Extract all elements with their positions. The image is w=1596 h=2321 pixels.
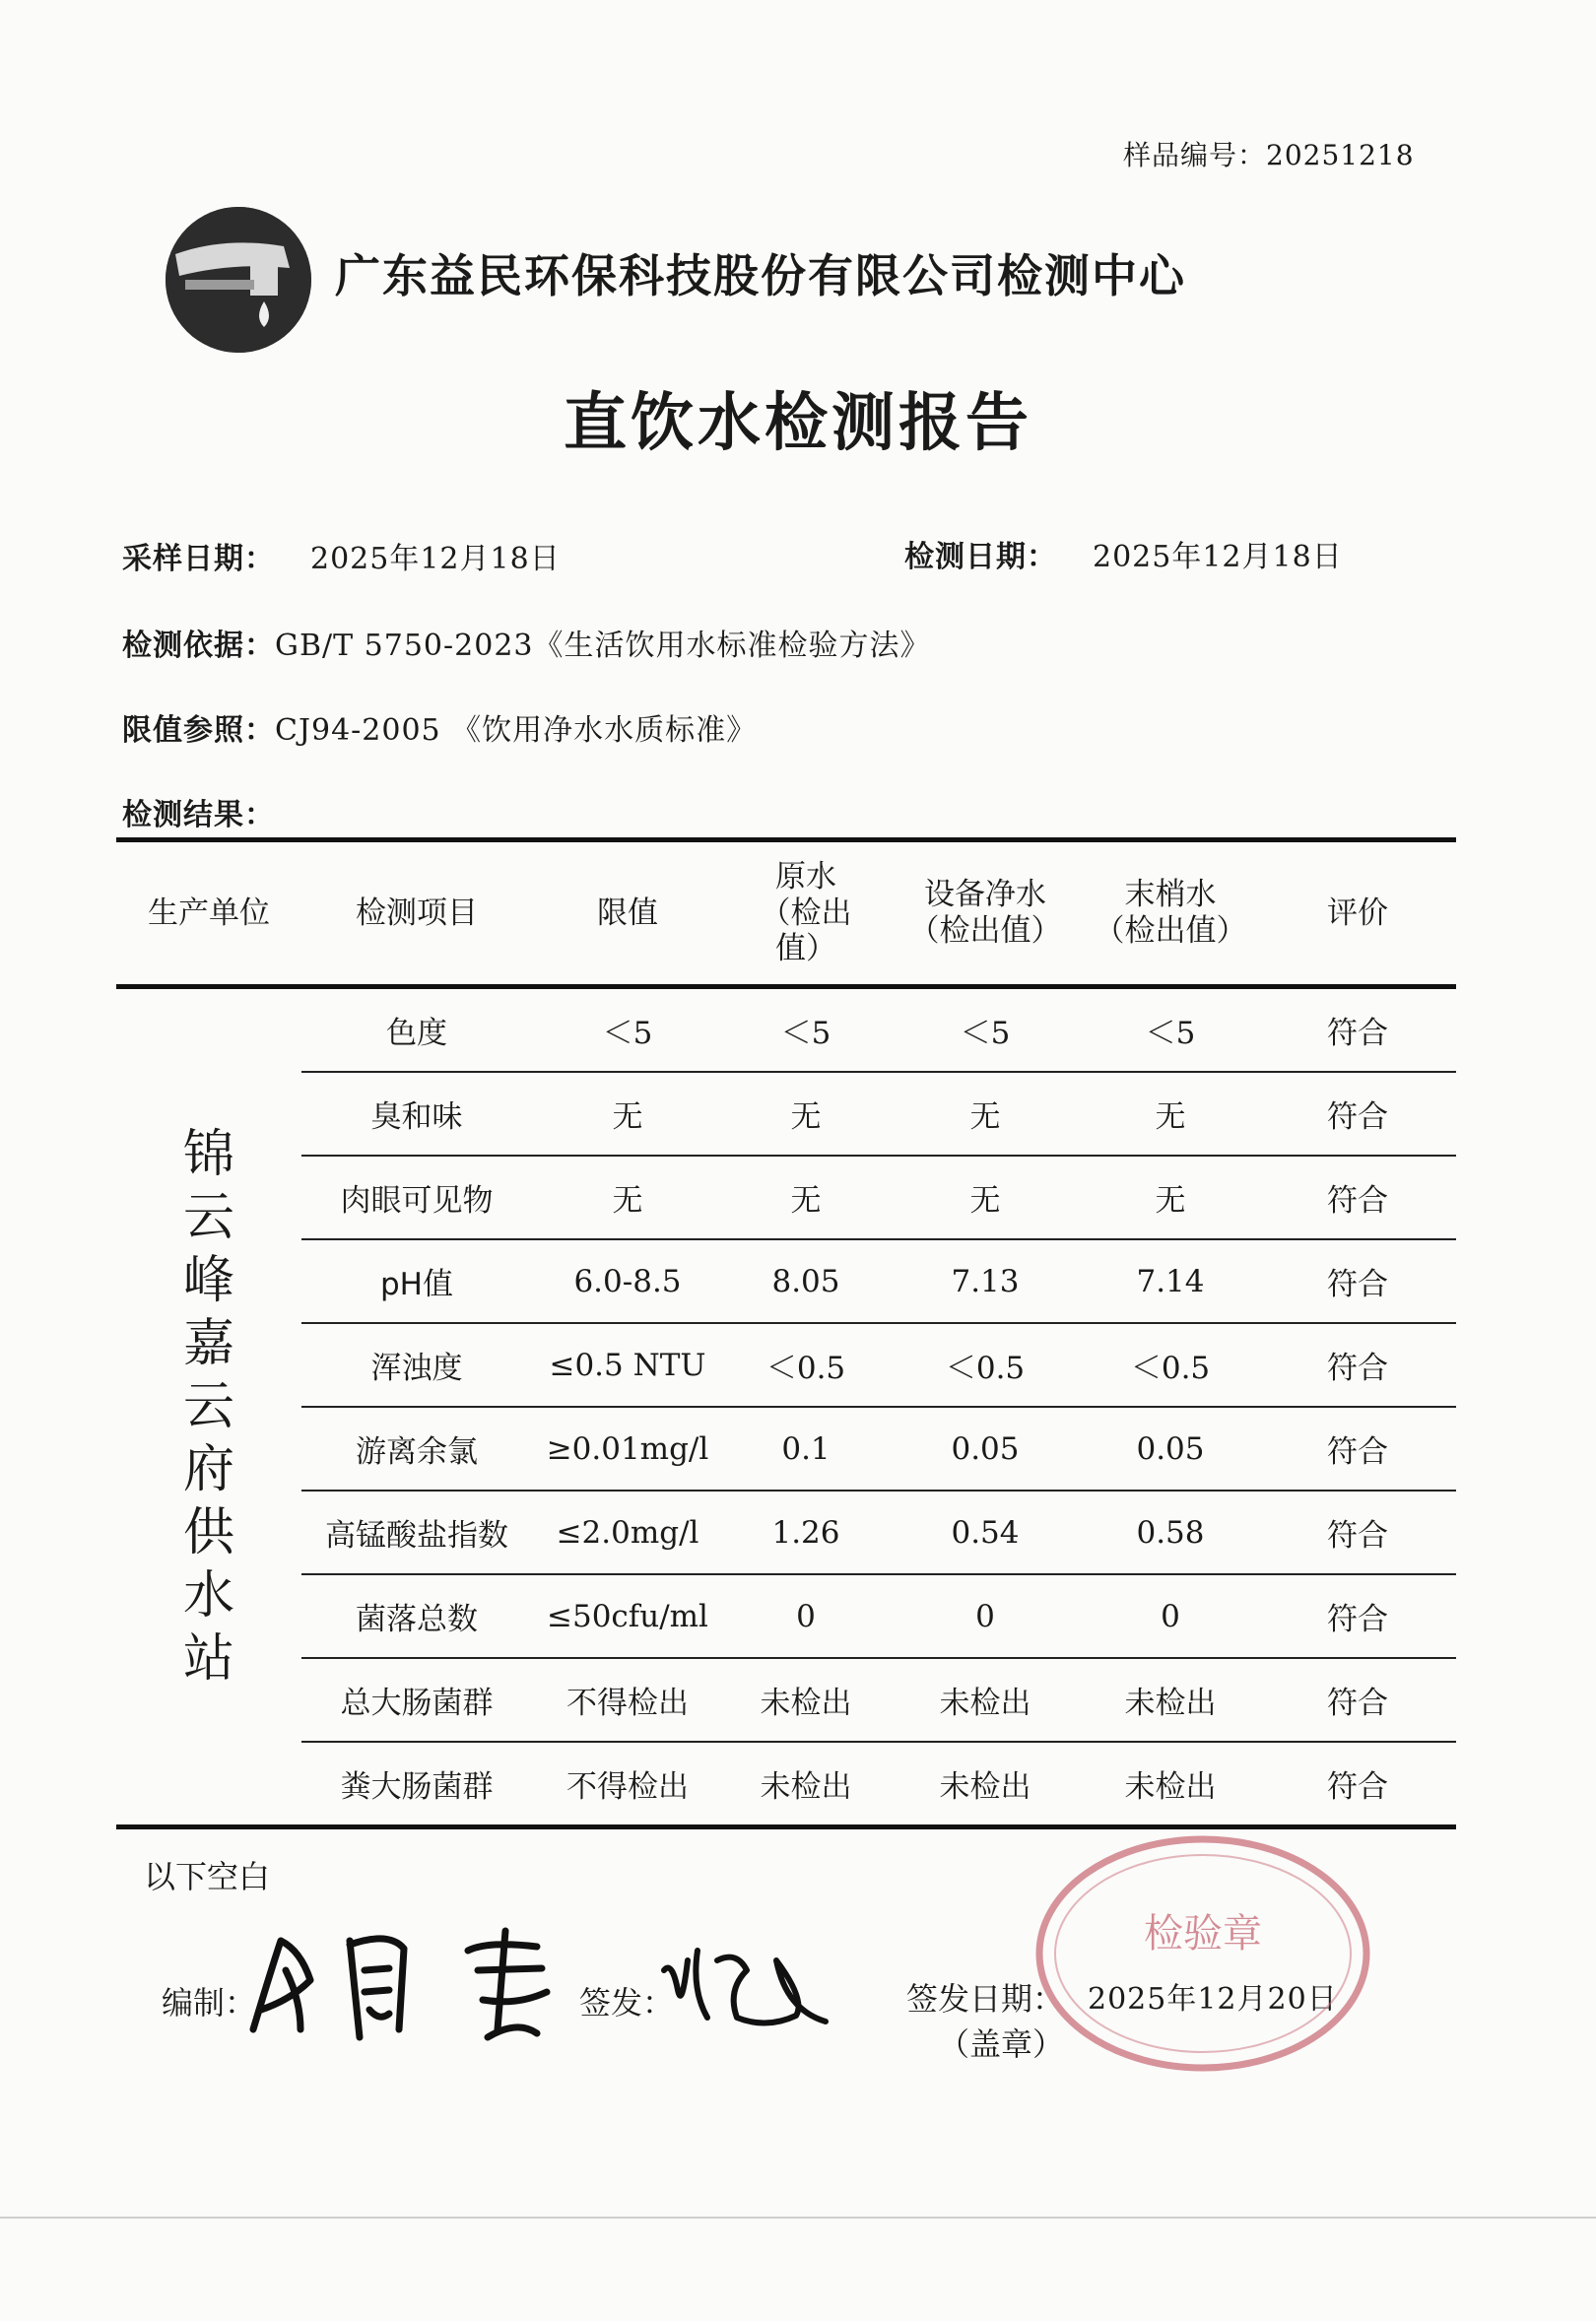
- cell-device: ＜5: [889, 987, 1082, 1073]
- unit-char: 云: [182, 1377, 234, 1436]
- cell-raw: 无: [723, 1156, 889, 1239]
- cell-device: 未检出: [889, 1742, 1082, 1827]
- cell-tap: 0.05: [1082, 1407, 1259, 1491]
- header-raw: [723, 840, 889, 987]
- test-date: [904, 532, 1343, 575]
- report-title: 直饮水检测报告: [564, 387, 1032, 460]
- header-tap-line2: （检出值）: [1094, 913, 1247, 949]
- table-row: [116, 1072, 1456, 1156]
- cell-limit: ≤0.5 NTU: [532, 1323, 723, 1407]
- results-table: [116, 837, 1456, 1829]
- cell-raw: 0.1: [723, 1407, 889, 1491]
- cell-item: 浑浊度: [301, 1323, 532, 1407]
- table-row: [116, 1323, 1456, 1407]
- cell-device: 0.05: [889, 1407, 1082, 1491]
- official-seal: [1032, 1830, 1373, 2077]
- header-eval: 评价: [1259, 840, 1456, 987]
- unit-char: 水: [182, 1566, 234, 1625]
- cell-item: 臭和味: [301, 1072, 532, 1156]
- unit-char: 云: [182, 1188, 234, 1247]
- cell-raw: ＜0.5: [723, 1323, 889, 1407]
- table-row: [116, 1491, 1456, 1574]
- cell-tap: 0.58: [1082, 1491, 1259, 1574]
- header-raw-line2: （检出: [760, 895, 852, 931]
- unit-char: 府: [182, 1440, 234, 1499]
- cell-limit: ≥0.01mg/l: [532, 1407, 723, 1491]
- test-date-value: 2025年12月18日: [1093, 540, 1343, 574]
- sampling-date: [122, 534, 561, 577]
- cell-raw: 8.05: [723, 1239, 889, 1323]
- cell-limit: 无: [532, 1072, 723, 1156]
- cell-tap: 0: [1082, 1574, 1259, 1658]
- cell-device: 未检出: [889, 1658, 1082, 1742]
- header-tap-line1: 末梢水: [1124, 877, 1217, 913]
- blank-note: 以下空白: [144, 1858, 271, 1895]
- cell-tap: 无: [1082, 1072, 1259, 1156]
- cell-eval: 符合: [1259, 1407, 1456, 1491]
- cell-raw: 未检出: [723, 1742, 889, 1827]
- cell-tap: 无: [1082, 1156, 1259, 1239]
- cell-raw: 无: [723, 1072, 889, 1156]
- cell-item: 游离余氯: [301, 1407, 532, 1491]
- cell-eval: 符合: [1259, 1072, 1456, 1156]
- cell-item: 总大肠菌群: [301, 1658, 532, 1742]
- cell-item: pH值: [301, 1239, 532, 1323]
- unit-char: 嘉: [182, 1314, 234, 1373]
- test-date-label: 检测日期：: [904, 540, 1057, 574]
- table-row: [116, 1574, 1456, 1658]
- cell-eval: 符合: [1259, 1658, 1456, 1742]
- header-device: [889, 840, 1082, 987]
- compiler-signature: [241, 1911, 566, 2049]
- cell-limit: 不得检出: [532, 1658, 723, 1742]
- cell-device: 0.54: [889, 1491, 1082, 1574]
- cell-eval: 符合: [1259, 1742, 1456, 1827]
- cell-item: 肉眼可见物: [301, 1156, 532, 1239]
- header-limit: 限值: [532, 840, 723, 987]
- cell-device: 无: [889, 1072, 1082, 1156]
- cell-raw: 1.26: [723, 1491, 889, 1574]
- results-label: 检测结果：: [122, 798, 275, 832]
- issued-by-label: 签发：: [579, 1984, 675, 2022]
- limit-reference-value: CJ94-2005 《饮用净水水质标准》: [275, 713, 758, 748]
- cell-device: 7.13: [889, 1239, 1082, 1323]
- issue-date-value: 2025年12月20日: [1088, 1982, 1338, 2017]
- test-basis: [122, 621, 931, 664]
- company-name: 广东益民环保科技股份有限公司检测中心: [335, 249, 1186, 302]
- cell-limit: 6.0-8.5: [532, 1239, 723, 1323]
- company-logo: [166, 207, 311, 353]
- unit-char: 锦: [182, 1125, 234, 1184]
- cell-eval: 符合: [1259, 987, 1456, 1073]
- cell-tap: ＜5: [1082, 987, 1259, 1073]
- header-raw-line1: 原水: [775, 859, 836, 895]
- cell-tap: ＜0.5: [1082, 1323, 1259, 1407]
- test-basis-label: 检测依据：: [122, 629, 275, 663]
- header-raw-line3: 值）: [775, 931, 836, 967]
- cell-tap: 未检出: [1082, 1658, 1259, 1742]
- cell-limit: ＜5: [532, 987, 723, 1073]
- cell-eval: 符合: [1259, 1491, 1456, 1574]
- issue-date-label: 签发日期：: [906, 1980, 1065, 2018]
- table-row: [116, 1658, 1456, 1742]
- cell-limit: ≤50cfu/ml: [532, 1574, 723, 1658]
- table-row: [116, 987, 1456, 1073]
- cell-raw: 0: [723, 1574, 889, 1658]
- table-row: [116, 1407, 1456, 1491]
- header-device-line2: （检出值）: [908, 913, 1062, 949]
- unit-char: 供: [182, 1503, 234, 1562]
- table-row: [116, 1156, 1456, 1239]
- cell-device: 无: [889, 1156, 1082, 1239]
- limit-reference: [122, 705, 757, 749]
- sampling-date-value: 2025年12月18日: [310, 542, 561, 576]
- seal-text: 检验章: [1144, 1911, 1262, 1956]
- cell-item: 菌落总数: [301, 1574, 532, 1658]
- cell-item: 粪大肠菌群: [301, 1742, 532, 1827]
- cell-limit: 无: [532, 1156, 723, 1239]
- cell-eval: 符合: [1259, 1156, 1456, 1239]
- sampling-date-label: 采样日期：: [122, 542, 275, 576]
- cell-eval: 符合: [1259, 1239, 1456, 1323]
- cell-device: ＜0.5: [889, 1323, 1082, 1407]
- cell-limit: 不得检出: [532, 1742, 723, 1827]
- issuer-signature: [658, 1931, 835, 2029]
- faucet-icon: [166, 207, 311, 353]
- scan-edge: [0, 2217, 1596, 2219]
- compiled-by-label: 编制：: [162, 1984, 257, 2022]
- cell-raw: ＜5: [723, 987, 889, 1073]
- table-row: [116, 1742, 1456, 1827]
- header-tap: [1082, 840, 1259, 987]
- production-unit-cell: [116, 987, 301, 1827]
- header-device-line1: 设备净水: [924, 877, 1046, 913]
- cell-limit: ≤2.0mg/l: [532, 1491, 723, 1574]
- cell-eval: 符合: [1259, 1323, 1456, 1407]
- test-basis-value: GB/T 5750-2023《生活饮用水标准检验方法》: [275, 629, 931, 663]
- limit-reference-label: 限值参照：: [122, 713, 275, 748]
- header-unit: 生产单位: [116, 840, 301, 987]
- cell-device: 0: [889, 1574, 1082, 1658]
- table-header-row: [116, 840, 1456, 987]
- header-item: 检测项目: [301, 840, 532, 987]
- cell-item: 高锰酸盐指数: [301, 1491, 532, 1574]
- cell-item: 色度: [301, 987, 532, 1073]
- table-row: [116, 1239, 1456, 1323]
- production-unit-name: [116, 1123, 301, 1691]
- cell-eval: 符合: [1259, 1574, 1456, 1658]
- cell-raw: 未检出: [723, 1658, 889, 1742]
- sample-number: 样品编号：20251218: [1123, 139, 1415, 171]
- cell-tap: 7.14: [1082, 1239, 1259, 1323]
- unit-char: 峰: [182, 1251, 234, 1310]
- cell-tap: 未检出: [1082, 1742, 1259, 1827]
- unit-char: 站: [182, 1629, 234, 1689]
- stamp-note: （盖章）: [938, 2025, 1065, 2063]
